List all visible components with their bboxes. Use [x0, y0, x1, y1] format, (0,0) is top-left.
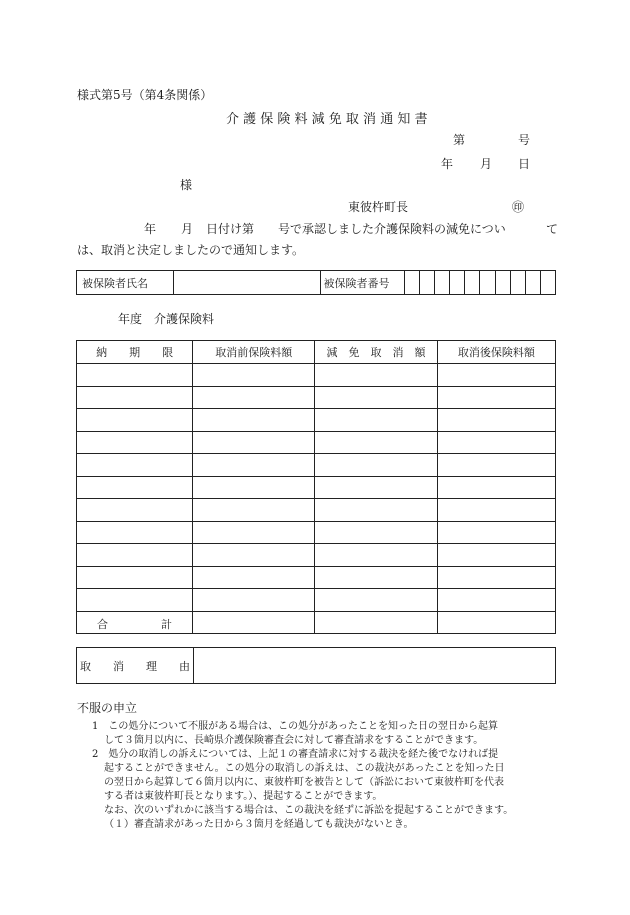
table-row: [77, 409, 556, 432]
reason-field[interactable]: [194, 648, 556, 684]
table-row: [77, 566, 556, 589]
insured-number-digit[interactable]: [465, 271, 480, 295]
after-cancel-cell[interactable]: [437, 364, 555, 387]
cancel-amount-cell[interactable]: [315, 521, 438, 544]
premium-table-header-row: [77, 341, 556, 364]
premium-table: [76, 340, 556, 634]
total-label-right: 計: [161, 617, 172, 631]
total-label-cell: [77, 611, 193, 634]
objection-line-6: する者は東彼杵町長となります。）、提起することができます。: [104, 791, 383, 802]
total-label-left: 合: [97, 617, 108, 631]
body-month: 月: [181, 222, 194, 236]
cancel-amount-cell[interactable]: [315, 566, 438, 589]
date-year: 年: [441, 157, 454, 171]
body-year: 年: [144, 222, 157, 236]
insured-number-digit[interactable]: [405, 271, 420, 295]
after-cancel-cell[interactable]: [437, 386, 555, 409]
due-date-cell[interactable]: [77, 386, 193, 409]
cancel-amount-cell[interactable]: [315, 409, 438, 432]
header-cancel-amount: 減 免 取 消 額: [315, 341, 438, 364]
objection-line-5: の翌日から起算して６箇月以内に、東彼杵町を被告として（訴訟において東彼杵町を代表: [104, 777, 504, 788]
body-line-1-tail: て: [546, 222, 559, 236]
cancel-amount-cell[interactable]: [315, 476, 438, 499]
objection-line-4: 起することができません。この処分の取消しの訴えは、この裁決があったことを知った日: [104, 763, 505, 774]
before-cancel-cell[interactable]: [193, 386, 315, 409]
header-due-date: 納 期 限: [77, 341, 193, 364]
insured-name-label: 被保険者氏名: [77, 271, 174, 295]
before-cancel-cell[interactable]: [193, 544, 315, 567]
insured-number-digit[interactable]: [480, 271, 495, 295]
document-title: 介 護 保 険 料 減 免 取 消 通 知 書: [226, 112, 428, 127]
objection-heading: 不服の申立: [77, 701, 138, 715]
before-cancel-cell[interactable]: [193, 431, 315, 454]
insured-number-digit[interactable]: [525, 271, 540, 295]
objection-line-2: して３箇月以内に、長崎県介護保険審査会に対して審査請求をすることができます。: [104, 735, 484, 746]
due-date-cell[interactable]: [77, 544, 193, 567]
before-cancel-cell[interactable]: [193, 566, 315, 589]
addressee-sama: 様: [180, 178, 193, 192]
after-cancel-cell[interactable]: [437, 566, 555, 589]
after-cancel-cell[interactable]: [437, 476, 555, 499]
due-date-cell[interactable]: [77, 566, 193, 589]
insured-number-digit[interactable]: [435, 271, 450, 295]
seal-mark: ㊞: [512, 200, 525, 214]
insured-name-field[interactable]: [173, 271, 320, 295]
insured-number-digit[interactable]: [495, 271, 510, 295]
cancel-amount-cell[interactable]: [315, 499, 438, 522]
insured-number-digit[interactable]: [420, 271, 435, 295]
before-cancel-cell[interactable]: [193, 454, 315, 477]
issuer-name: 東彼杵町長: [348, 200, 409, 214]
table-row: [77, 589, 556, 612]
due-date-cell[interactable]: [77, 476, 193, 499]
cancel-amount-cell[interactable]: [315, 544, 438, 567]
table-row: [77, 386, 556, 409]
due-date-cell[interactable]: [77, 431, 193, 454]
reason-label: 取 消 理 由: [77, 648, 194, 684]
table-row: [77, 454, 556, 477]
fiscal-year-line: 年度 介護保険料: [118, 312, 215, 326]
header-after-cancel: 取消後保険料額: [437, 341, 555, 364]
body-line-2: は、取消と決定しましたので通知します。: [77, 243, 305, 257]
doc-number-go: 号: [518, 133, 531, 147]
total-after-cancel-cell[interactable]: [437, 611, 555, 634]
before-cancel-cell[interactable]: [193, 589, 315, 612]
before-cancel-cell[interactable]: [193, 409, 315, 432]
cancel-amount-cell[interactable]: [315, 431, 438, 454]
cancel-amount-cell[interactable]: [315, 589, 438, 612]
table-row: [77, 364, 556, 387]
before-cancel-cell[interactable]: [193, 476, 315, 499]
after-cancel-cell[interactable]: [437, 589, 555, 612]
insured-number-digit[interactable]: [540, 271, 555, 295]
due-date-cell[interactable]: [77, 364, 193, 387]
date-day: 日: [518, 157, 531, 171]
form-number: 様式第5号（第4条関係）: [77, 88, 213, 102]
header-before-cancel: 取消前保険料額: [193, 341, 315, 364]
table-total-row: [77, 611, 556, 634]
objection-line-7: なお、次のいずれかに該当する場合は、この裁決を経ずに訴訟を提起することができます。: [104, 805, 514, 816]
reason-table: [76, 647, 556, 684]
after-cancel-cell[interactable]: [437, 521, 555, 544]
table-row: [77, 544, 556, 567]
objection-line-8: （１）審査請求があった日から３箇月を経過しても裁決がないとき。: [104, 819, 414, 830]
after-cancel-cell[interactable]: [437, 544, 555, 567]
due-date-cell[interactable]: [77, 589, 193, 612]
table-row: [77, 521, 556, 544]
before-cancel-cell[interactable]: [193, 521, 315, 544]
due-date-cell[interactable]: [77, 454, 193, 477]
after-cancel-cell[interactable]: [437, 409, 555, 432]
table-row: [77, 431, 556, 454]
before-cancel-cell[interactable]: [193, 364, 315, 387]
cancel-amount-cell[interactable]: [315, 454, 438, 477]
total-before-cancel-cell[interactable]: [193, 611, 315, 634]
after-cancel-cell[interactable]: [437, 431, 555, 454]
insured-number-digit[interactable]: [450, 271, 465, 295]
date-month: 月: [480, 157, 493, 171]
due-date-cell[interactable]: [77, 521, 193, 544]
table-row: [77, 476, 556, 499]
body-line-1: 日付け第 号で承認しました介護保険料の減免につい: [206, 222, 506, 236]
objection-line-1: 1 この処分について不服がある場合は、この処分があったことを知った日の翌日から起算: [92, 721, 499, 732]
due-date-cell[interactable]: [77, 409, 193, 432]
total-cancel-amount-cell[interactable]: [315, 611, 438, 634]
before-cancel-cell[interactable]: [193, 499, 315, 522]
cancel-amount-cell[interactable]: [315, 364, 438, 387]
after-cancel-cell[interactable]: [437, 454, 555, 477]
after-cancel-cell[interactable]: [437, 499, 555, 522]
doc-number-dai: 第: [453, 133, 466, 147]
cancel-amount-cell[interactable]: [315, 386, 438, 409]
insured-number-digit[interactable]: [510, 271, 525, 295]
insured-table: [76, 270, 556, 295]
due-date-cell[interactable]: [77, 499, 193, 522]
table-row: [77, 499, 556, 522]
objection-line-3: 2 処分の取消しの訴えについては、上記１の審査請求に対する裁決を経た後でなければ提: [92, 749, 499, 760]
insured-number-label: 被保険者番号: [320, 271, 405, 295]
